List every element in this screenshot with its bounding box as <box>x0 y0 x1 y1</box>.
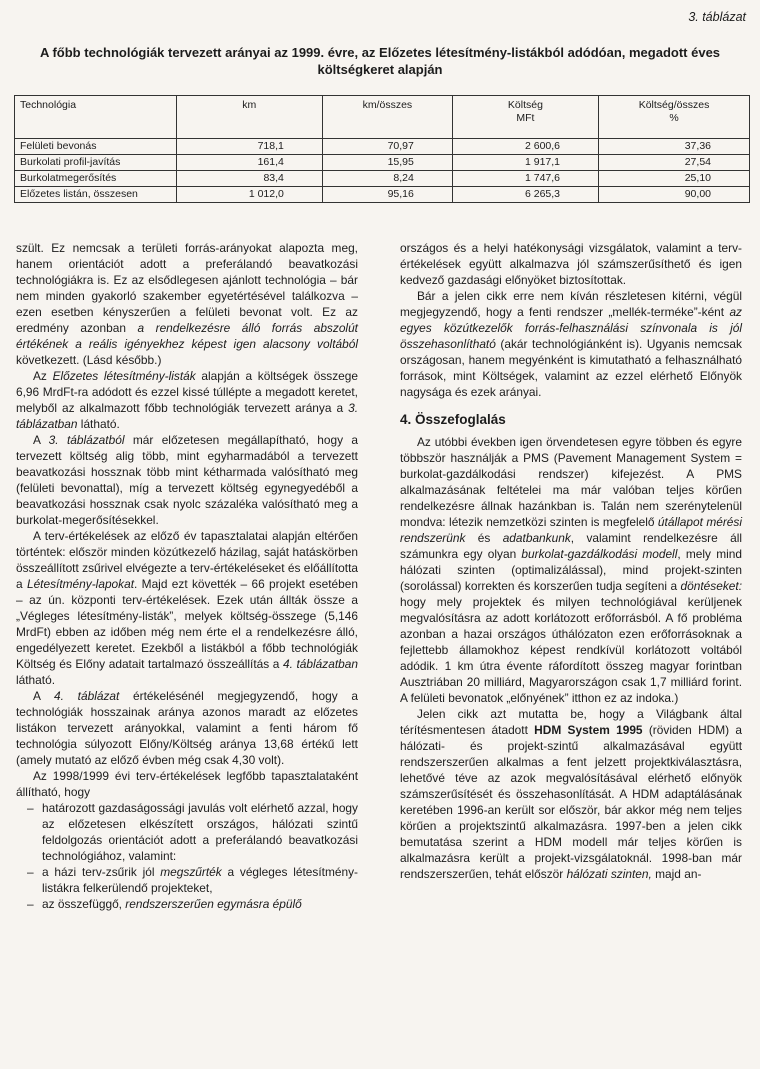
value-cell: 70,97 <box>322 139 452 155</box>
column-header: Technológia <box>15 96 177 139</box>
table-row <box>15 171 750 187</box>
column-header: Költség MFt <box>452 96 598 139</box>
paragraph: Az utóbbi években igen örvendetesen egyre többen és egyre többször használják a PMS (Pavement Management System = burkolat-gazdálkodási rendszer) kifejezést. A PMS alkalmazásának feltételei ma már valóban teljes körűen rendelkezésre állnak hazánkban is. Talán nem szerénytelenül mondva: létezik nemzetközi szinten is megfelelő útállapot mérési rendszerünk és adatbankunk, valamint rendelkezésre áll számunkra egy olyan burkolat-gazdálkodási modell, mely mind hálózati szinten (optimalizálással), mind projekt-szinten (sorolással) korrekten és korszerűen tudja segíteni a döntéseket: hogy mely projektek és milyen technológiával kerüljenek megvalósításra az adott korlátozott erőforrásból. A fő probléma azonban a hazai országos úthálózaton ezen erőforrásoknak a fejlettebb államokhoz képest rendkívül korlátozott voltából adódik. 1 km útra évente ráfordított összeg magyar forintban Ausztriában 20 milliárd, Magyarországon csak 1,7 milliárd forint. A felületi bevonatok „előnyének” itthon ez az indoka.) <box>400 435 742 705</box>
technology-cell: Burkolatmegerősítés <box>15 171 177 187</box>
technology-cell: Burkolati profil-javítás <box>15 155 177 171</box>
paragraph: országos és a helyi hatékonysági vizsgálatok, valamint a terv-értékelések együtt alkalmazva jól számszerűsíthető és igen kedvező gazdasági előnyöket biztosítottak. <box>400 241 742 287</box>
value-cell: 2 600,6 <box>452 139 598 155</box>
paragraph: Az Előzetes létesítmény-listák alapján a költségek összege 6,96 MrdFt-ra adódott és ezzel kissé túllépte a megadott keretet, melyből az alkalmazott főbb technológiák tervezett aránya a 3. táblázatban látható. <box>16 369 358 431</box>
paragraph: A 3. táblázatból már előzetesen megállapítható, hogy a tervezett költség alig több, mint egyharmadából a tervezett beavatkozási hossznak több mint kétharmada valósítható meg (felületi bevonattal), míg a tervezett költség egynegyedéből a beavatkozási hossznak csak nyolc százaléka valósítható meg a burkolat-megerősítésekkel. <box>16 433 359 527</box>
value-cell: 718,1 <box>176 139 322 155</box>
table-caption: A főbb technológiák tervezett arányai az 1999. évre, az Előzetes létesítmény-listákból adódóan, megadott éves költségkeret alapján <box>39 45 721 77</box>
header-row <box>15 96 750 139</box>
right-text-column <box>400 240 742 882</box>
list-item: – a házi terv-zsűrik jól megszűrték a végleges létesítmény-listákra felkerülendő projekteket, <box>16 864 358 896</box>
value-cell: 161,4 <box>176 155 322 171</box>
value-cell: 15,95 <box>322 155 452 171</box>
value-cell: 83,4 <box>176 171 322 187</box>
list-item: – határozott gazdaságossági javulás volt elérhető azzal, hogy az előzetesen elkészített országos, hálózati szintű feldolgozás orientációt adott a preferálandó beavatkozási technológiához, valamint: <box>16 800 358 864</box>
table-body <box>15 139 750 203</box>
paragraph: Bár a jelen cikk erre nem kíván részletesen kitérni, végül megjegyzendő, hogy a fenti rendszer „mellék-terméke”-ként az egyes közútkezelők forrás-felhasználási színvonala is jól összehasonlítható (akár technológiánként is). Ugyanis nemcsak országosan, hanem megyénként is kimutatható a felhasználható források, mint Költségek, valamint az ezzel elérhető Előnyök nagysága és ezek arányai. <box>400 289 742 399</box>
value-cell: 37,36 <box>599 139 750 155</box>
data-table <box>14 95 750 203</box>
table-row <box>15 139 750 155</box>
list-item: – az összefüggő, rendszerszerűen egymásra épülő <box>16 896 358 912</box>
value-cell: 1 012,0 <box>176 187 322 203</box>
column-header: Költség/összes % <box>599 96 750 139</box>
value-cell: 6 265,3 <box>452 187 598 203</box>
technology-cell: Előzetes listán, összesen <box>15 187 177 203</box>
value-cell: 90,00 <box>599 187 750 203</box>
column-header: km/összes <box>322 96 452 139</box>
column-header: km <box>176 96 322 139</box>
paragraph: Az 1998/1999 évi terv-értékelések legfőbb tapasztalataként állítható, hogy <box>16 769 358 799</box>
dash-list <box>16 800 358 912</box>
paragraph: A terv-értékelések az előző év tapasztalatai alapján eltérően történtek: először minden közútkezelő házilag, saját hatáskörben összeállított zsűrivel elvégezte a terv-értékeléseket és előállította a Létesítmény-lapokat. Majd ezt követték – 66 projekt esetében – az ún. központi terv-értékelések. Ezek után állták össze a „Végleges létesítmény-listák”, melyek költség-összege (5,146 MrdFt) ebben az időben még nem érte el a rendelkezésre álló, engedélyezett keretet. Ezekből a listákból a főbb technológiák Költség és Előny adatait tartalmazó összeállítás a 4. táblázatban látható. <box>16 529 358 687</box>
paragraph: Jelen cikk azt mutatta be, hogy a Világbank által térítésmentesen átadott HDM System 1995 (röviden HDM) a hálózati- és projekt-szintű alkalmazásával együtt rendszerszerűen alkalmas a fent jelzett projektkiválasztásra, lehetővé téve az azok megvalósításával elérhető előnyök számszerűsítését és összehasonlítását. A HDM adaptálásának keretében 1996-an került sor először, bár akkor még nem teljes körűen a projektszintű alkalmazásra. 1997-ben a jelen cikk bemutatása szerint a HDM modell már teljes körűen is alkalmazásra került a projekt-vizsgálatoknál. 1998-ban már rendszerszerűen, tehát először hálózati szinten, majd an- <box>400 707 742 881</box>
technology-cell: Felületi bevonás <box>15 139 177 155</box>
table-row <box>15 155 750 171</box>
table-row <box>15 187 750 203</box>
value-cell: 1 917,1 <box>452 155 598 171</box>
paragraph: szült. Ez nemcsak a területi forrás-arányokat alapozta meg, hanem orientációt adott a preferálandó beavatkozási technológiákra is. Ez az elsődlegesen ajánlott technológia – bár nem minden gyakorló szakember egyetértésével találkozva – ezen esetben kényszerűen a felületi bevonat volt. Ez az eredmény azonban a rendelkezésre álló forrás abszolút értékének a reális igényekhez képest igen alacsony voltából következett. (Lásd később.) <box>16 241 358 367</box>
paragraph: A 4. táblázat értékelésénél megjegyzendő, hogy a technológiák hosszainak aránya azonos maradt az előzetes listákon tervezett arányokkal, valamint a fenti három fő technológia súlyozott Előny/Költség aránya 13,68 értékű lett (amely mutató az előző évben még csak 4,30 volt). <box>16 689 358 767</box>
value-cell: 8,24 <box>322 171 452 187</box>
table-header <box>15 96 750 139</box>
left-text-column <box>16 240 358 912</box>
value-cell: 25,10 <box>599 171 750 187</box>
section-heading: 4. Összefoglalás <box>400 412 506 427</box>
value-cell: 1 747,6 <box>452 171 598 187</box>
table-number: 3. táblázat <box>688 10 746 24</box>
value-cell: 27,54 <box>599 155 750 171</box>
value-cell: 95,16 <box>322 187 452 203</box>
